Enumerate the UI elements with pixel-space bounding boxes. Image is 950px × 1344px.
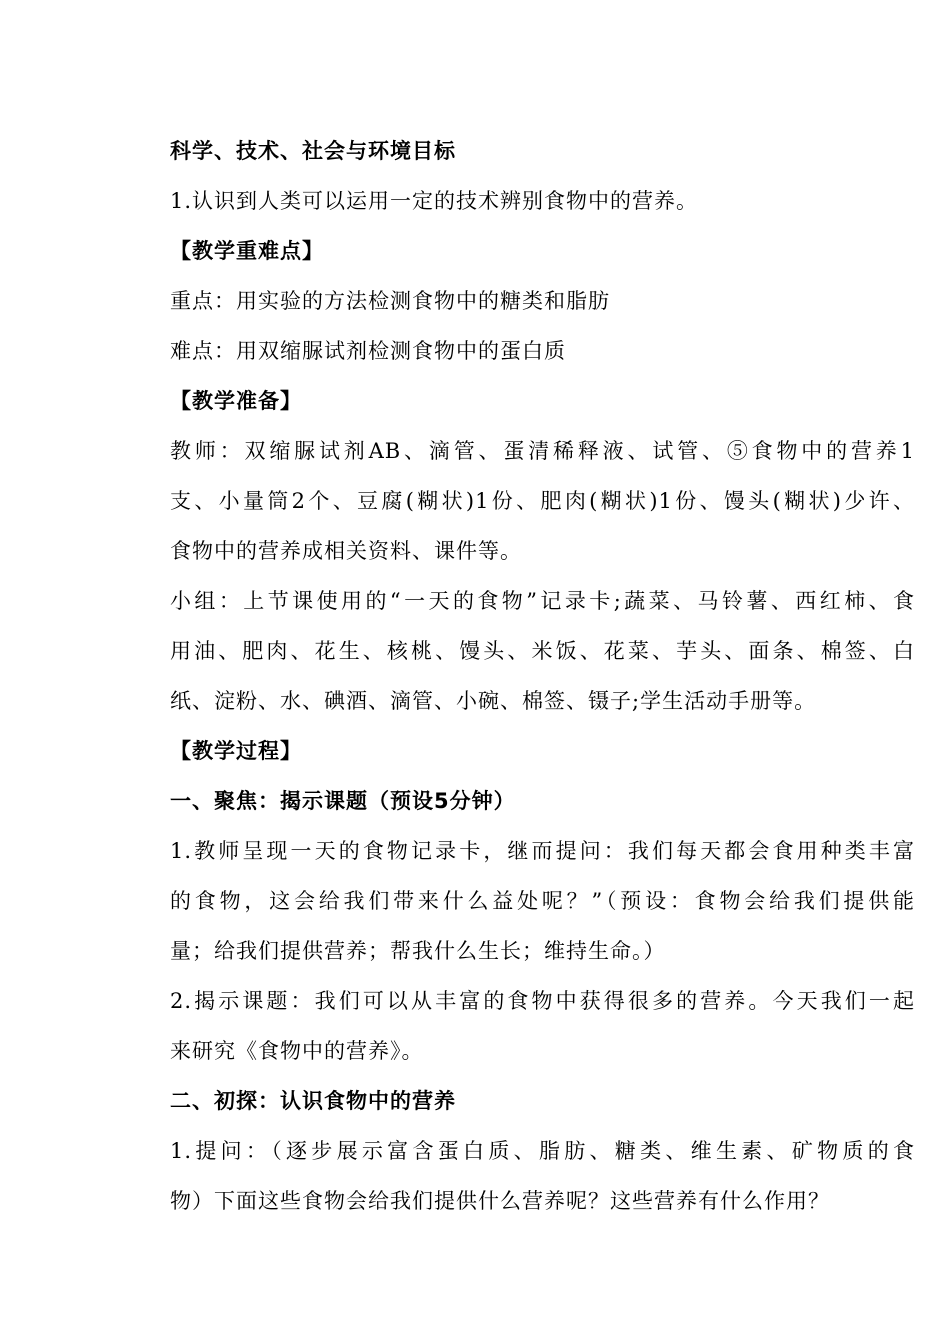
- section-1-item-1-line-2: 的食物，这会给我们带来什么益处呢？”（预设：食物会给我们提供能: [170, 889, 915, 913]
- prep-teacher-line-1: 教师：双缩脲试剂AB、滴管、蛋清稀释液、试管、⑤食物中的营养1: [170, 439, 915, 463]
- prep-group-line-3: 纸、淀粉、水、碘酒、滴管、小碗、棉签、镊子;学生活动手册等。: [170, 689, 817, 713]
- section-1-item-2-line-2: 来研究《食物中的营养》。: [170, 1039, 424, 1063]
- section-2-title: 二、初探：认识食物中的营养: [170, 1089, 456, 1113]
- heading-goal: 科学、技术、社会与环境目标: [170, 139, 456, 163]
- prep-group-line-1: 小组：上节课使用的“一天的食物”记录卡;蔬菜、马铃薯、西红柿、食: [170, 589, 915, 613]
- difficult-point: 难点：用双缩脲试剂检测食物中的蛋白质: [170, 339, 566, 363]
- key-point: 重点：用实验的方法检测食物中的糖类和脂肪: [170, 289, 610, 313]
- section-2-item-1-line-2: 物）下面这些食物会给我们提供什么营养呢？这些营养有什么作用？: [170, 1189, 830, 1213]
- section-1-title: 一、聚焦：揭示课题（预设5分钟）: [170, 789, 516, 813]
- section-1-item-1-line-1: 1.教师呈现一天的食物记录卡，继而提问：我们每天都会食用种类丰富: [170, 839, 915, 863]
- section-1-item-1-line-3: 量；给我们提供营养；帮我什么生长；维持生命。）: [170, 939, 666, 963]
- section-2-item-1-line-1: 1.提问：（逐步展示富含蛋白质、脂肪、糖类、维生素、矿物质的食: [170, 1139, 915, 1163]
- prep-group-line-2: 用油、肥肉、花生、核桃、馒头、米饭、花菜、芋头、面条、棉签、白: [170, 639, 915, 663]
- goal-item-1: 1.认识到人类可以运用一定的技术辨别食物中的营养。: [170, 189, 699, 213]
- prep-teacher-line-3: 食物中的营养成相关资料、课件等。: [170, 539, 522, 563]
- section-1-item-2-line-1: 2.揭示课题：我们可以从丰富的食物中获得很多的营养。今天我们一起: [170, 989, 915, 1013]
- heading-preparation: 【教学准备】: [170, 389, 302, 413]
- heading-process: 【教学过程】: [170, 739, 302, 763]
- prep-teacher-line-2: 支、小量筒2个、豆腐(糊状)1份、肥肉(糊状)1份、馒头(糊状)少许、: [170, 489, 915, 513]
- heading-key-points: 【教学重难点】: [170, 239, 324, 263]
